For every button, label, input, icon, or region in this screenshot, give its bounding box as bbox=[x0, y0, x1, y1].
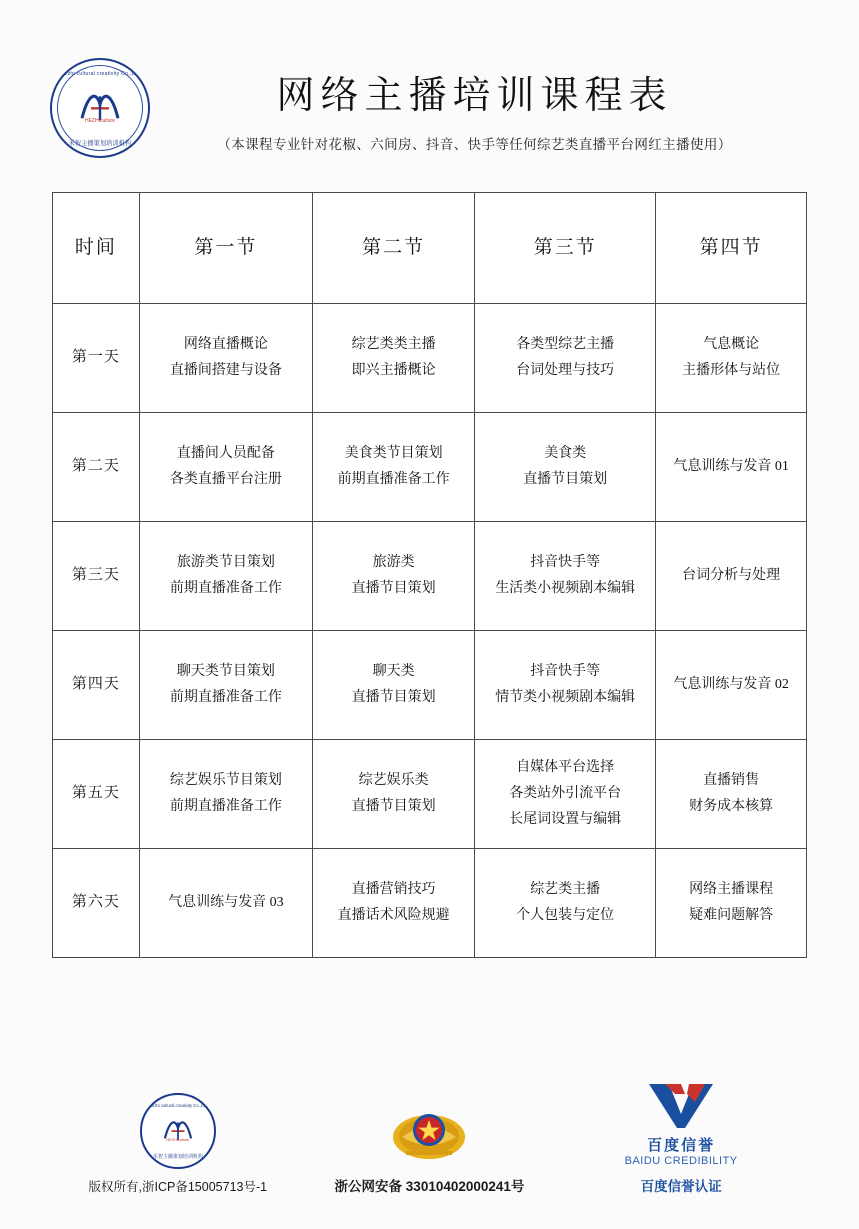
cell-line: 气息训练与发音 01 bbox=[673, 459, 789, 475]
table-cell bbox=[475, 413, 656, 522]
column-header-period-4: 第四节 bbox=[656, 193, 807, 304]
cell-line: 直播节目策划 bbox=[351, 799, 436, 814]
company-seal-icon bbox=[140, 1093, 216, 1169]
table-cell bbox=[475, 849, 656, 958]
cell-line: 综艺类主播 bbox=[530, 882, 601, 898]
seal-arc-bottom-text: 禾智主播策划培训机构 bbox=[68, 140, 132, 147]
column-header-period-3: 第三节 bbox=[475, 193, 656, 304]
table-cell bbox=[313, 413, 475, 522]
cell-line: 气息概论 bbox=[703, 337, 760, 353]
document-footer bbox=[0, 1052, 859, 1195]
table-row bbox=[53, 631, 807, 740]
cell-line: 自媒体平台选择 bbox=[516, 760, 615, 776]
table-cell bbox=[313, 304, 475, 413]
cell-line: 直播间搭建与设备 bbox=[169, 363, 282, 378]
cell-line: 旅游类 bbox=[372, 555, 415, 571]
cell-line: 前期直播准备工作 bbox=[337, 472, 450, 487]
cell-line: 抖音快手等 bbox=[530, 664, 601, 680]
table-row bbox=[53, 849, 807, 958]
table-cell bbox=[656, 740, 807, 849]
cell-line: 长尾词设置与编辑 bbox=[509, 811, 622, 827]
police-record-text: 浙公网安备 33010402000241号 bbox=[334, 1179, 525, 1194]
seal-arc-top-text: Hezhi cultural creativity Co.,Ltd bbox=[60, 71, 140, 77]
company-seal-mini-container bbox=[58, 1091, 298, 1169]
cell-line: 美食类 bbox=[544, 446, 587, 462]
footer-badge-baidu[interactable] bbox=[561, 1052, 801, 1195]
cell-line: 生活类小视频剧本编辑 bbox=[495, 581, 636, 596]
cell-line: 抖音快手等 bbox=[530, 555, 601, 571]
table-header-row bbox=[53, 193, 807, 304]
table-cell bbox=[475, 631, 656, 740]
logo-container bbox=[40, 48, 160, 158]
table-cell bbox=[656, 849, 807, 958]
cell-line: 美食类节目策划 bbox=[344, 446, 443, 462]
table-cell bbox=[139, 740, 312, 849]
schedule-table bbox=[52, 192, 807, 958]
cell-line: 综艺娱乐节目策划 bbox=[169, 773, 282, 789]
baidu-credibility-container bbox=[561, 1052, 801, 1130]
cell-line: 聊天类 bbox=[372, 664, 415, 680]
row-header-day: 第一天 bbox=[53, 304, 140, 413]
baidu-credibility-icon bbox=[645, 1080, 717, 1130]
table-cell bbox=[139, 304, 312, 413]
cell-line: 聊天类节目策划 bbox=[176, 664, 275, 680]
seal-arc-top-text: Hezhi cultural creativity Co.,Ltd bbox=[148, 1103, 207, 1108]
table-cell bbox=[139, 849, 312, 958]
table-body bbox=[53, 304, 807, 958]
table-cell bbox=[656, 304, 807, 413]
table-row bbox=[53, 522, 807, 631]
cell-line: 网络直播概论 bbox=[183, 337, 268, 353]
table-cell bbox=[313, 522, 475, 631]
cell-line: 旅游类节目策划 bbox=[176, 555, 275, 571]
cell-line: 财务成本核算 bbox=[689, 799, 774, 814]
baidu-certification-text: 百度信誉认证 bbox=[640, 1179, 722, 1194]
table-cell bbox=[475, 304, 656, 413]
table-cell bbox=[139, 413, 312, 522]
title-block bbox=[160, 48, 819, 153]
row-header-day: 第五天 bbox=[53, 740, 140, 849]
cell-line: 直播节目策划 bbox=[351, 690, 436, 705]
seal-arc-bottom-text: 禾智主播策划培训机构 bbox=[152, 1154, 203, 1160]
table-cell bbox=[475, 522, 656, 631]
page-subtitle: （本课程专业针对花椒、六间房、抖音、快手等任何综艺类直播平台网红主播使用） bbox=[217, 137, 732, 152]
table-cell bbox=[656, 413, 807, 522]
cell-line: 直播销售 bbox=[703, 773, 760, 789]
table-cell bbox=[656, 522, 807, 631]
row-header-day: 第六天 bbox=[53, 849, 140, 958]
column-header-period-2: 第二节 bbox=[313, 193, 475, 304]
document-header bbox=[0, 0, 859, 158]
table-row bbox=[53, 413, 807, 522]
cell-line: 气息训练与发音 02 bbox=[673, 677, 789, 693]
table-cell bbox=[139, 522, 312, 631]
cell-line: 直播话术风险规避 bbox=[337, 908, 450, 923]
cell-line: 情节类小视频剧本编辑 bbox=[495, 690, 636, 705]
cell-line: 各类型综艺主播 bbox=[516, 337, 615, 353]
row-header-day: 第三天 bbox=[53, 522, 140, 631]
cell-line: 综艺类类主播 bbox=[351, 337, 436, 353]
cell-line: 综艺娱乐类 bbox=[358, 773, 429, 789]
cell-line: 台词处理与技巧 bbox=[516, 363, 615, 378]
police-emblem-icon bbox=[392, 1103, 466, 1167]
table-cell bbox=[139, 631, 312, 740]
cell-line: 各类直播平台注册 bbox=[169, 472, 282, 487]
cell-line: 疑难问题解答 bbox=[689, 908, 774, 923]
footer-badge-police[interactable] bbox=[309, 1089, 549, 1195]
cell-line: 前期直播准备工作 bbox=[169, 581, 282, 596]
police-emblem-container bbox=[309, 1089, 549, 1167]
seal-sub-text: HEZHIculture bbox=[166, 1138, 190, 1142]
cell-line: 主播形体与站位 bbox=[682, 363, 781, 378]
company-seal-icon bbox=[50, 58, 150, 158]
baidu-credibility-subtext: BAIDU CREDIBILITY bbox=[624, 1155, 738, 1167]
page-title: 网络主播培训课程表 bbox=[276, 73, 673, 117]
footer-badges bbox=[52, 1052, 807, 1195]
column-header-time: 时间 bbox=[53, 193, 140, 304]
cell-line: 直播间人员配备 bbox=[176, 446, 275, 462]
icp-license-text: 版权所有,浙ICP备15005713号-1 bbox=[88, 1180, 268, 1194]
baidu-credibility-label: 百度信誉 bbox=[647, 1137, 716, 1154]
cell-line: 即兴主播概论 bbox=[351, 363, 436, 378]
cell-line: 台词分析与处理 bbox=[682, 568, 781, 584]
table-cell bbox=[656, 631, 807, 740]
cell-line: 前期直播准备工作 bbox=[169, 690, 282, 705]
schedule-table-container bbox=[0, 158, 859, 958]
cell-line: 气息训练与发音 03 bbox=[168, 895, 284, 911]
seal-sub-text: HEZHIculture bbox=[84, 118, 115, 124]
table-cell bbox=[313, 740, 475, 849]
cell-line: 网络主播课程 bbox=[689, 882, 774, 898]
cell-line: 直播节目策划 bbox=[523, 472, 608, 487]
row-header-day: 第二天 bbox=[53, 413, 140, 522]
table-cell bbox=[313, 849, 475, 958]
cell-line: 个人包装与定位 bbox=[516, 908, 615, 923]
row-header-day: 第四天 bbox=[53, 631, 140, 740]
table-cell bbox=[313, 631, 475, 740]
table-row bbox=[53, 304, 807, 413]
table-cell bbox=[475, 740, 656, 849]
cell-line: 直播营销技巧 bbox=[351, 882, 436, 898]
cell-line: 前期直播准备工作 bbox=[169, 799, 282, 814]
column-header-period-1: 第一节 bbox=[139, 193, 312, 304]
cell-line: 直播节目策划 bbox=[351, 581, 436, 596]
cell-line: 各类站外引流平台 bbox=[509, 786, 622, 802]
table-row bbox=[53, 740, 807, 849]
footer-badge-icp bbox=[58, 1091, 298, 1195]
